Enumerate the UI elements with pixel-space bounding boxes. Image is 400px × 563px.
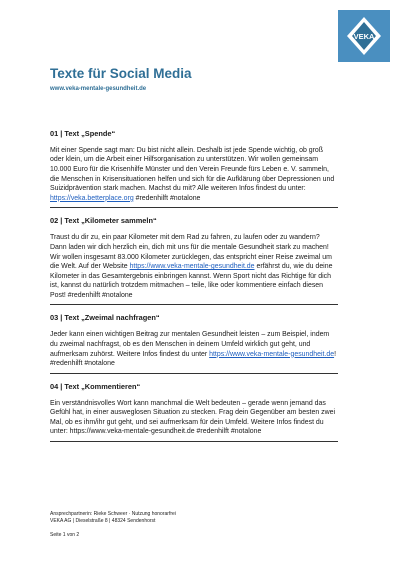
page-title: Texte für Social Media	[50, 66, 192, 81]
section-divider	[50, 207, 338, 208]
body-text: Ein verständnisvolles Wort kann manchmal die Welt bedeuten – gerade wenn jemand das Gefühl hat, in einer ausweglosen Situation zu stecken. Frag dein Gegenüber am besten zwei Mal, ob es ihm/ihr gut geht, und sei aufmerksam für dein Umfeld. Weitere Infos findest du unter: https://www.veka-mentale-gesundheit.de #redenhilft #notalone	[50, 399, 335, 436]
body-link[interactable]: https://www.veka-mentale-gesundheit.de	[129, 263, 255, 271]
body-link[interactable]: https://www.veka-mentale-gesundheit.de	[209, 350, 335, 358]
section-body	[50, 233, 338, 300]
logo-wordmark: VEKA	[353, 32, 375, 41]
section-body	[50, 146, 338, 204]
section-divider	[50, 441, 338, 442]
body-link[interactable]: https://veka.betterplace.org	[50, 194, 134, 202]
section-body	[50, 399, 338, 437]
section-nachfragen	[50, 314, 338, 373]
body-text-after: #redenhilft #notalone	[133, 194, 201, 202]
section-heading: 02 | Text „Kilometer sammeln“	[50, 216, 157, 226]
body-text: Traust du dir zu, ein paar Kilometer mit dem Rad zu fahren, zu laufen oder zu wandern? Dann laden wir dich herzlich ein, dich mit uns für die mentale Gesundheit stark zu machen! Wir wollen insgesamt 83.000 Kilometer zurücklegen, das entspricht einer Reise zweimal um die Welt. Auf der Website	[50, 234, 332, 271]
section-body	[50, 330, 338, 368]
body-text-after: erfährst du, wie du deine Kilometer in das Gesamtergebnis einbringen kannst. Wenn Sport nicht das Richtige für dich ist, kannst du natürlich trotzdem mitmachen – teile, like oder kommentiere einfach diesen Post! #redenhilft #notalone	[50, 263, 333, 299]
section-kommentieren	[50, 383, 338, 442]
website-link[interactable]: www.veka-mentale-gesundheit.de	[50, 86, 147, 92]
sections-container	[50, 130, 338, 451]
body-text: Jeder kann einen wichtigen Beitrag zur mentalen Gesundheit leisten – zum Beispiel, indem du zweimal nachfragst, ob es den Menschen in deinem Umfeld wirklich gut geht, und aufmerksam zuhörst. Weitere Infos findest du unter	[50, 331, 330, 358]
veka-logo	[336, 8, 392, 64]
body-text: Mit einer Spende sagt man: Du bist nicht allein. Deshalb ist jede Spende wichtig, ob groß oder klein, um die Arbeit einer Hilfsorganisation zu unterstützen. Wir wollen gemeinsam 10.000 Euro für die Krisenhilfe Münster und den Verein Freunde fürs Leben e. V. sammeln, die Menschen in Krisensituationen helfen und sich für die Aufklärung über Depressionen und Suizidprävention stark machen. Machst du mit? Alle weiteren Infos findest du unter:	[50, 146, 335, 193]
section-divider	[50, 304, 338, 305]
section-heading: 03 | Text „Zweimal nachfragen“	[50, 313, 160, 323]
footer-address: VEKA AG | Dieselstraße 8 | 48324 Sendenhorst	[50, 518, 156, 524]
veka-logo-graphic	[336, 8, 392, 64]
section-heading: 01 | Text „Spende“	[50, 129, 116, 138]
body-text-after: ! #redenhilft #notalone	[50, 350, 337, 368]
footer	[50, 511, 176, 525]
footer-contact: Ansprechpartnerin: Rieke Schweer · Nutzung honorarfrei	[50, 511, 176, 517]
section-spende	[50, 130, 338, 208]
section-heading: 04 | Text „Kommentieren“	[50, 381, 141, 391]
page-number: Seite 1 von 2	[50, 532, 80, 538]
section-divider	[50, 373, 338, 374]
section-kilometer	[50, 217, 338, 305]
